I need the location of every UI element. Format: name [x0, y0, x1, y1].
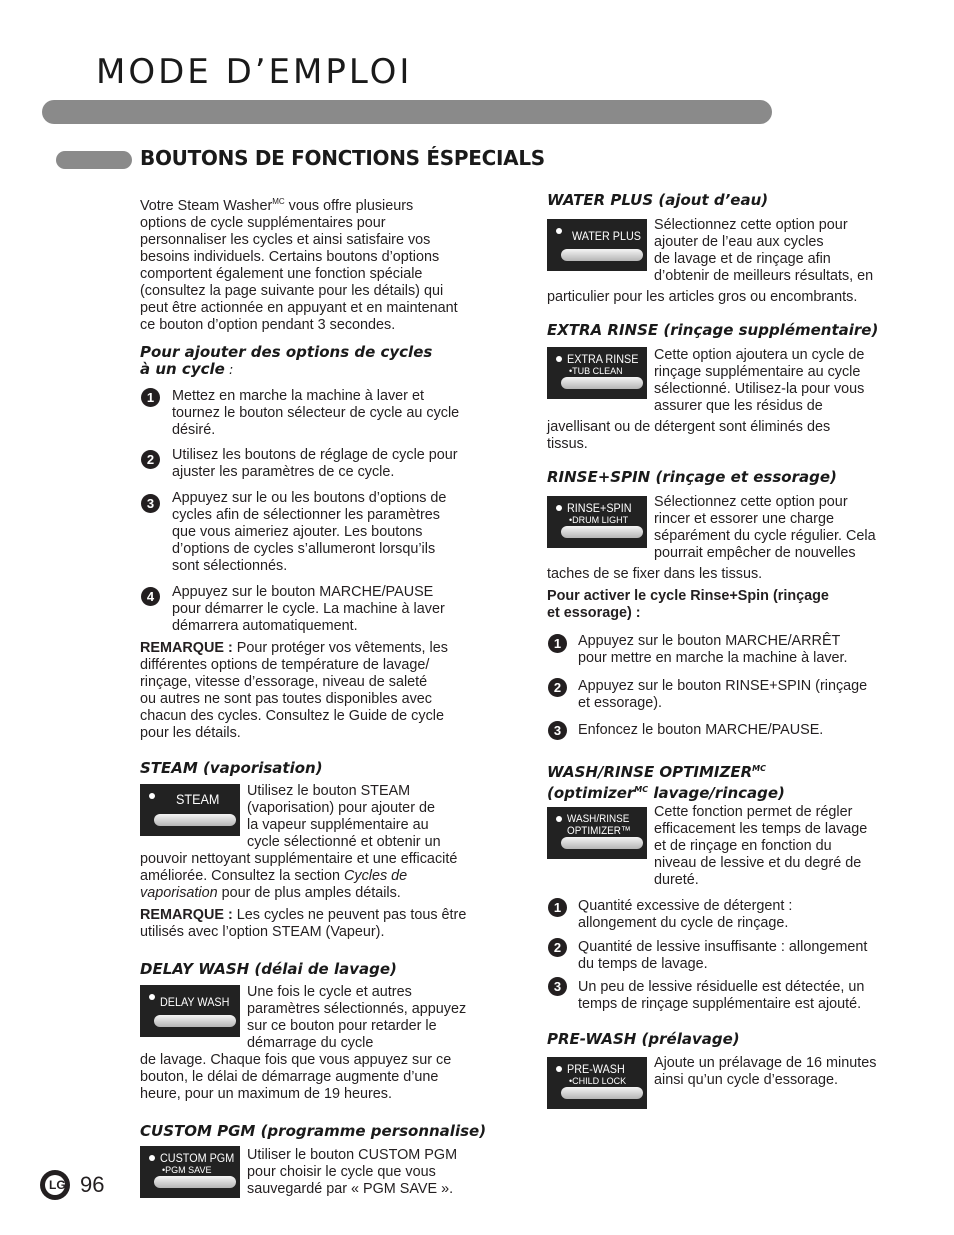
rinse-spin-text: taches de se fixer dans les tissus. [547, 566, 763, 582]
custom-pgm-button-image: CUSTOM PGM •PGM SAVE [140, 1146, 240, 1198]
section-title: BOUTONS DE FONCTIONS ÉSPECIALS [140, 146, 545, 170]
optimizer-heading: WASH/RINSE $OPTIMIZER^{MC}$ (optimizer$^{MC}$ lavage/rincage) [547, 763, 785, 802]
steam-note: REMARQUE : Les cycles ne peuvent pas tous être utilisés avec l’option STEAM (Vapeur). [140, 907, 467, 940]
step-number: 1 [548, 634, 567, 653]
extra-rinse-heading: EXTRA RINSE (rinçage supplémentaire) [547, 321, 879, 339]
step-number: 4 [141, 587, 160, 606]
add-options-heading: Pour ajouter des options de cycles à un cycle : [140, 343, 433, 378]
water-plus-side-text: Sélectionnez cette option pour ajouter de l’eau aux cycles de lavage et de rinçage afin d’obtenir de meilleurs résultats, en [654, 217, 874, 284]
step-text: Quantité excessive de détergent : allongement du cycle de rinçage. [578, 898, 793, 931]
step-text: Appuyez sur le ou les boutons d’options de cycles afin de sélectionner les paramètres que vous aimeriez ajouter. Les boutons d’options de cycles s’allumeront lorsqu’ils sont sélectionnés. [172, 490, 447, 574]
step-number: 1 [548, 898, 567, 917]
steam-heading: STEAM (vaporisation) [140, 759, 323, 777]
step-number: 2 [548, 678, 567, 697]
steam-text: pouvoir nettoyant supplémentaire et une efficacité améliorée. Consultez la section Cycles de vaporisation pour de plus amples détails. [140, 851, 458, 901]
pre-wash-side-text: Ajoute un prélavage de 16 minutes ainsi qu’un cycle d’essorage. [654, 1055, 877, 1088]
rinse-spin-side-text: Sélectionnez cette option pour rincer et essorer une charge séparément du cycle régulier. Cela pourrait empêcher de nouvelles [654, 494, 876, 561]
extra-rinse-text: javellisant ou de détergent sont éliminés des tissus. [547, 419, 831, 452]
step-text: Utilisez les boutons de réglage de cycle pour ajuster les paramètres de ce cycle. [172, 447, 458, 480]
step-text: Un peu de lessive résiduelle est détectée, un temps de rinçage supplémentaire est ajouté. [578, 979, 865, 1012]
rinse-spin-activate-label: Pour activer le cycle Rinse+Spin (rinçage et essorage) : [547, 588, 829, 621]
delay-wash-button-image: DELAY WASH [140, 985, 240, 1037]
step-text: Enfoncez le bouton MARCHE/PAUSE. [578, 722, 824, 738]
section-pill [56, 151, 132, 169]
delay-wash-side-text: Une fois le cycle et autres paramètres sélectionnés, appuyez sur ce bouton pour retarder le démarrage du cycle [247, 984, 467, 1051]
step-number: 3 [548, 977, 567, 996]
intro-paragraph: Votre Steam Washer$^{MC}$ vous offre plusieurs options de cycle supplémentaires pour personnaliser les cycles et ainsi satisfaire vos besoins individuels. Certains boutons d’options comportent également une fonction spéciale (consultez la page suivante pour les détails) qui peut être actionnée en appuyant et en maintenant ce bouton d’option pendant 3 secondes. [140, 197, 458, 333]
step-text: Appuyez sur le bouton MARCHE/PAUSE pour démarrer le cycle. La machine à laver démarrera automatiquement. [172, 584, 445, 634]
steam-side-text: Utilisez le bouton STEAM (vaporisation) pour ajouter de la vapeur supplémentaire au cycle sélectionné et obtenir un [247, 783, 441, 850]
lg-logo-icon: LG [40, 1170, 70, 1200]
rinse-spin-heading: RINSE+SPIN (rinçage et essorage) [547, 468, 837, 486]
delay-wash-heading: DELAY WASH (délai de lavage) [140, 960, 397, 978]
page-number: 96 [80, 1172, 105, 1197]
rinse-spin-button-image: RINSE+SPIN •DRUM LIGHT [547, 496, 647, 548]
extra-rinse-side-text: Cette option ajoutera un cycle de rinçage supplémentaire au cycle sélectionné. Utilisez-la pour vous assurer que les résidus de [654, 347, 865, 414]
header-bar [42, 100, 772, 124]
water-plus-text: particulier pour les articles gros ou encombrants. [547, 289, 858, 305]
step-text: Quantité de lessive insuffisante : allongement du temps de lavage. [578, 939, 868, 972]
optimizer-button-image: WASH/RINSE OPTIMIZER™ [547, 807, 647, 859]
water-plus-button-image: WATER PLUS [547, 219, 647, 271]
page-title: MODE D’EMPLOI [96, 52, 413, 92]
step-number: 3 [141, 494, 160, 513]
step-text: Mettez en marche la machine à laver et tournez le bouton sélecteur de cycle au cycle désiré. [172, 388, 460, 438]
pre-wash-heading: PRE-WASH (prélavage) [547, 1030, 740, 1048]
step-text: Appuyez sur le bouton RINSE+SPIN (rinçage et essorage). [578, 678, 868, 711]
custom-pgm-side-text: Utiliser le bouton CUSTOM PGM pour choisir le cycle que vous sauvegardé par « PGM SAVE ». [247, 1147, 458, 1197]
step-text: Appuyez sur le bouton MARCHE/ARRÊT pour mettre en marche la machine à laver. [578, 633, 848, 666]
step-number: 2 [141, 450, 160, 469]
water-plus-heading: WATER PLUS (ajout d’eau) [547, 191, 769, 209]
optimizer-side-text: Cette fonction permet de régler efficacement les temps de lavage et de rinçage en fonction du niveau de lessive et du degré de dureté. [654, 804, 868, 888]
step-number: 2 [548, 938, 567, 957]
steam-button-image: STEAM [140, 784, 240, 836]
step-number: 3 [548, 721, 567, 740]
custom-pgm-heading: CUSTOM PGM (programme personnalise) [140, 1122, 487, 1140]
step-number: 1 [141, 388, 160, 407]
extra-rinse-button-image: EXTRA RINSE •TUB CLEAN [547, 347, 647, 399]
note-paragraph: REMARQUE : Pour protéger vos vêtements, les différentes options de température de lavage/ rinçage, vitesse d’essorage, niveau de saleté ou autres ne sont pas toutes disponibles avec chacun des cycles. Consultez le Guide de cycle pour les détails. [140, 640, 448, 741]
pre-wash-button-image: PRE-WASH •CHILD LOCK [547, 1057, 647, 1109]
delay-wash-text: de lavage. Chaque fois que vous appuyez sur ce bouton, le délai de démarrage augmente d’une heure, pour un maximum de 19 heures. [140, 1052, 452, 1102]
